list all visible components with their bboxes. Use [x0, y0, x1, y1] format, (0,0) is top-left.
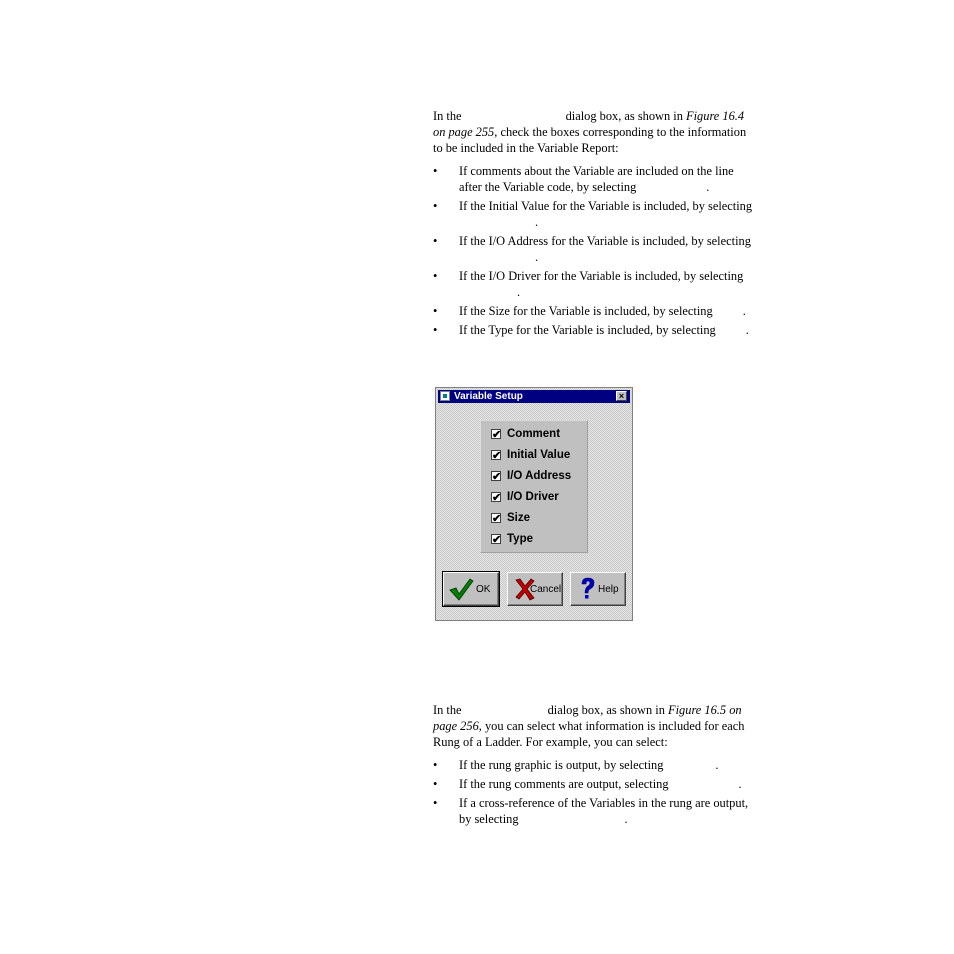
app-icon	[440, 391, 450, 401]
list-item-text: If the Type for the Variable is included, by selecting	[459, 323, 716, 337]
checkbox-label: I/O Driver	[507, 491, 559, 503]
list-item-end: .	[535, 215, 539, 229]
checkbox-box	[491, 534, 501, 544]
list-item-text: If the Initial Value for the Variable is included, by selecting	[459, 199, 753, 213]
list-item-text: If the rung comments are output, selecting	[459, 777, 669, 791]
checkmark-icon	[448, 576, 474, 602]
initial-value-checkbox[interactable]	[491, 447, 587, 463]
intro-paragraph-variable-report	[433, 108, 758, 156]
cancel-button[interactable]	[507, 572, 563, 606]
help-label: Help	[598, 584, 619, 595]
check-icon: ✔	[492, 450, 502, 462]
checkbox-box	[491, 513, 501, 523]
bullet-dot: •	[433, 777, 438, 791]
para1-post: , check the boxes corresponding to the information to be included in the Variable Report:	[433, 125, 747, 155]
check-icon: ✔	[492, 492, 502, 504]
list-item	[433, 233, 758, 265]
figure-16-4-reference[interactable]: Figure 16.4 on page 255	[433, 109, 745, 139]
para2-pre: In the	[433, 703, 462, 717]
cancel-label: Cancel	[530, 584, 562, 595]
type-checkbox[interactable]	[491, 531, 587, 547]
bullet-dot: •	[433, 234, 438, 248]
bullet-dot: •	[433, 796, 438, 810]
check-icon: ✔	[492, 534, 502, 546]
list-item-end: .	[745, 323, 749, 337]
list-item	[433, 303, 758, 319]
dialog-title: Variable Setup	[454, 391, 523, 402]
list-item	[433, 322, 758, 338]
list-item	[433, 776, 758, 792]
check-icon: ✔	[492, 471, 502, 483]
bullet-dot: •	[433, 164, 438, 178]
para2-mid: dialog box, as shown in	[547, 703, 665, 717]
bullet-dot: •	[433, 199, 438, 213]
checkbox-label: Initial Value	[507, 449, 571, 461]
para1-mid: dialog box, as shown in	[565, 109, 683, 123]
list-item	[433, 163, 758, 195]
checkbox-label: I/O Address	[507, 470, 572, 482]
list-item-end: .	[738, 777, 742, 791]
checkbox-box	[491, 450, 501, 460]
list-item-end: .	[517, 285, 521, 299]
checkbox-label: Type	[507, 533, 533, 545]
comment-checkbox[interactable]	[491, 426, 587, 442]
io-address-checkbox[interactable]	[491, 468, 587, 484]
list-item-text: If the rung graphic is output, by selecting	[459, 758, 664, 772]
bullet-dot: •	[433, 758, 438, 772]
list-item	[433, 268, 758, 300]
help-button[interactable]	[570, 572, 626, 606]
para1-pre: In the	[433, 109, 462, 123]
list-item	[433, 757, 758, 773]
variable-report-options-list	[433, 163, 758, 341]
list-item	[433, 795, 758, 827]
list-item-text: If comments about the Variable are included on the line after the Variable code, by selecting	[459, 164, 734, 194]
dialog-titlebar[interactable]	[438, 390, 630, 403]
list-item	[433, 198, 758, 230]
checkbox-label: Comment	[507, 428, 561, 440]
intro-paragraph-ladder-report	[433, 702, 758, 750]
check-icon: ✔	[492, 429, 502, 441]
close-icon[interactable]: ×	[616, 391, 627, 401]
figure-16-5-reference[interactable]: Figure 16.5 on page 256	[433, 703, 742, 733]
checkbox-box	[491, 471, 501, 481]
list-item-text: If the I/O Address for the Variable is included, by selecting	[459, 234, 751, 248]
checkbox-box	[491, 492, 501, 502]
io-driver-checkbox[interactable]	[491, 489, 587, 505]
bullet-dot: •	[433, 269, 438, 283]
list-item-text: If the Size for the Variable is included, by selecting	[459, 304, 713, 318]
list-item-end: .	[624, 812, 628, 826]
checkbox-label: Size	[507, 512, 531, 524]
bullet-dot: •	[433, 323, 438, 337]
list-item-end: .	[742, 304, 746, 318]
checkbox-box	[491, 429, 501, 439]
list-item-end: .	[715, 758, 719, 772]
ladder-report-options-list	[433, 757, 758, 830]
list-item-end: .	[706, 180, 710, 194]
ok-button[interactable]	[443, 572, 499, 606]
list-item-text: If a cross-reference of the Variables in the rung are output, by selecting	[459, 796, 749, 826]
variable-setup-dialog	[435, 387, 633, 621]
ok-label: OK	[476, 584, 491, 595]
size-checkbox[interactable]	[491, 510, 587, 526]
para2-post: , you can select what information is included for each Rung of a Ladder. For example, you can select:	[433, 719, 745, 749]
check-icon: ✔	[492, 513, 502, 525]
list-item-end: .	[535, 250, 539, 264]
report-fields-group	[480, 420, 588, 553]
bullet-dot: •	[433, 304, 438, 318]
list-item-text: If the I/O Driver for the Variable is included, by selecting	[459, 269, 744, 283]
